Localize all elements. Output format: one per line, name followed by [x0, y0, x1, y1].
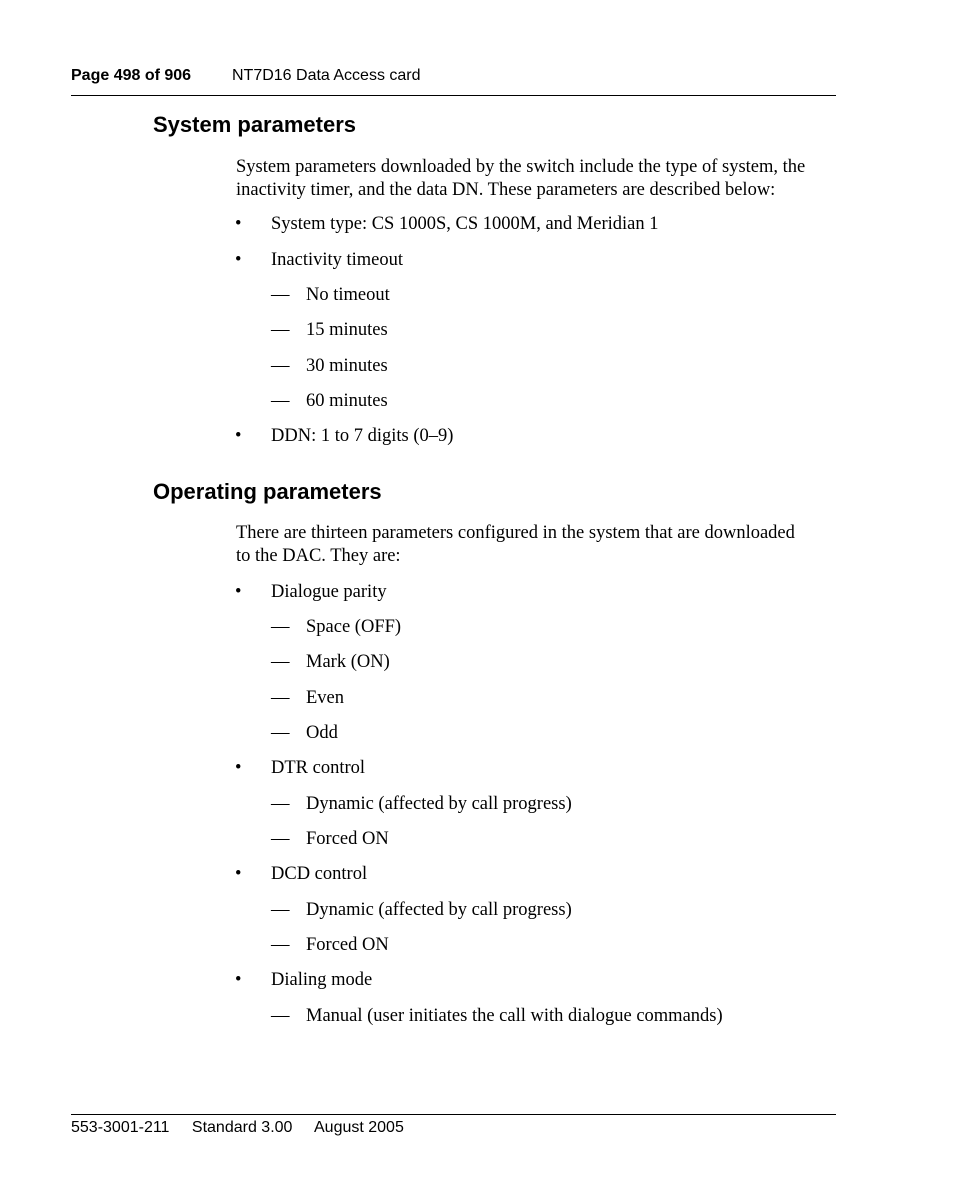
dash-marker: — [271, 617, 290, 637]
bullet-marker: • [235, 426, 242, 446]
bullet-marker: • [235, 214, 242, 234]
page-footer [71, 1118, 422, 1138]
document-title: NT7D16 Data Access card [232, 67, 421, 84]
bullet-marker: • [235, 582, 242, 602]
dash-marker: — [271, 794, 290, 814]
list-item: Inactivity timeout [271, 250, 404, 270]
dash-marker: — [271, 688, 290, 708]
bullet-marker: • [235, 250, 242, 270]
section1-intro-line: inactivity timer, and the data DN. These parameters are described below: [236, 180, 776, 200]
list-item: DDN: 1 to 7 digits (0–9) [271, 426, 454, 446]
sub-list-item: Dynamic (affected by call progress) [306, 794, 572, 814]
list-item: System type: CS 1000S, CS 1000M, and Meridian 1 [271, 214, 659, 234]
section2-intro-line: There are thirteen parameters configured in the system that are downloaded [236, 523, 795, 543]
dash-marker: — [271, 1006, 290, 1026]
sub-list-item: Forced ON [306, 935, 389, 955]
dash-marker: — [271, 723, 290, 743]
sub-list-item: No timeout [306, 285, 390, 305]
bullet-marker: • [235, 758, 242, 778]
bullet-marker: • [235, 864, 242, 884]
document-standard: Standard 3.00 [191, 1119, 293, 1136]
sub-list-item: Mark (ON) [306, 652, 390, 672]
sub-list-item: Manual (user initiates the call with dialogue commands) [306, 1006, 723, 1026]
dash-marker: — [271, 320, 290, 340]
section1-intro-line: System parameters downloaded by the switch include the type of system, the [236, 157, 806, 177]
page-number: Page 498 of 906 [71, 67, 192, 84]
sub-list-item: 30 minutes [306, 356, 388, 376]
section-heading-operating-parameters: Operating parameters [153, 479, 382, 504]
document-date: August 2005 [314, 1119, 404, 1136]
dash-marker: — [271, 285, 290, 305]
sub-list-item: Odd [306, 723, 338, 743]
dash-marker: — [271, 935, 290, 955]
sub-list-item: 15 minutes [306, 320, 388, 340]
header-divider [71, 95, 836, 96]
footer-divider [71, 1114, 836, 1115]
dash-marker: — [271, 391, 290, 411]
section2-intro [236, 522, 841, 568]
sub-list-item: Even [306, 688, 345, 708]
dash-marker: — [271, 356, 290, 376]
dash-marker: — [271, 829, 290, 849]
sub-list-item: Forced ON [306, 829, 389, 849]
sub-list-item: Space (OFF) [306, 617, 402, 637]
section-heading-system-parameters: System parameters [153, 112, 357, 137]
bullet-marker: • [235, 970, 242, 990]
list-item: DCD control [271, 864, 368, 884]
page-header [71, 66, 836, 86]
list-item: Dialing mode [271, 970, 373, 990]
sub-list-item: 60 minutes [306, 391, 388, 411]
dash-marker: — [271, 900, 290, 920]
list-item: Dialogue parity [271, 582, 387, 602]
list-item: DTR control [271, 758, 366, 778]
dash-marker: — [271, 652, 290, 672]
sub-list-item: Dynamic (affected by call progress) [306, 900, 572, 920]
section1-intro [236, 156, 841, 202]
section2-intro-line: to the DAC. They are: [236, 546, 401, 566]
document-number: 553-3001-211 [71, 1119, 170, 1136]
